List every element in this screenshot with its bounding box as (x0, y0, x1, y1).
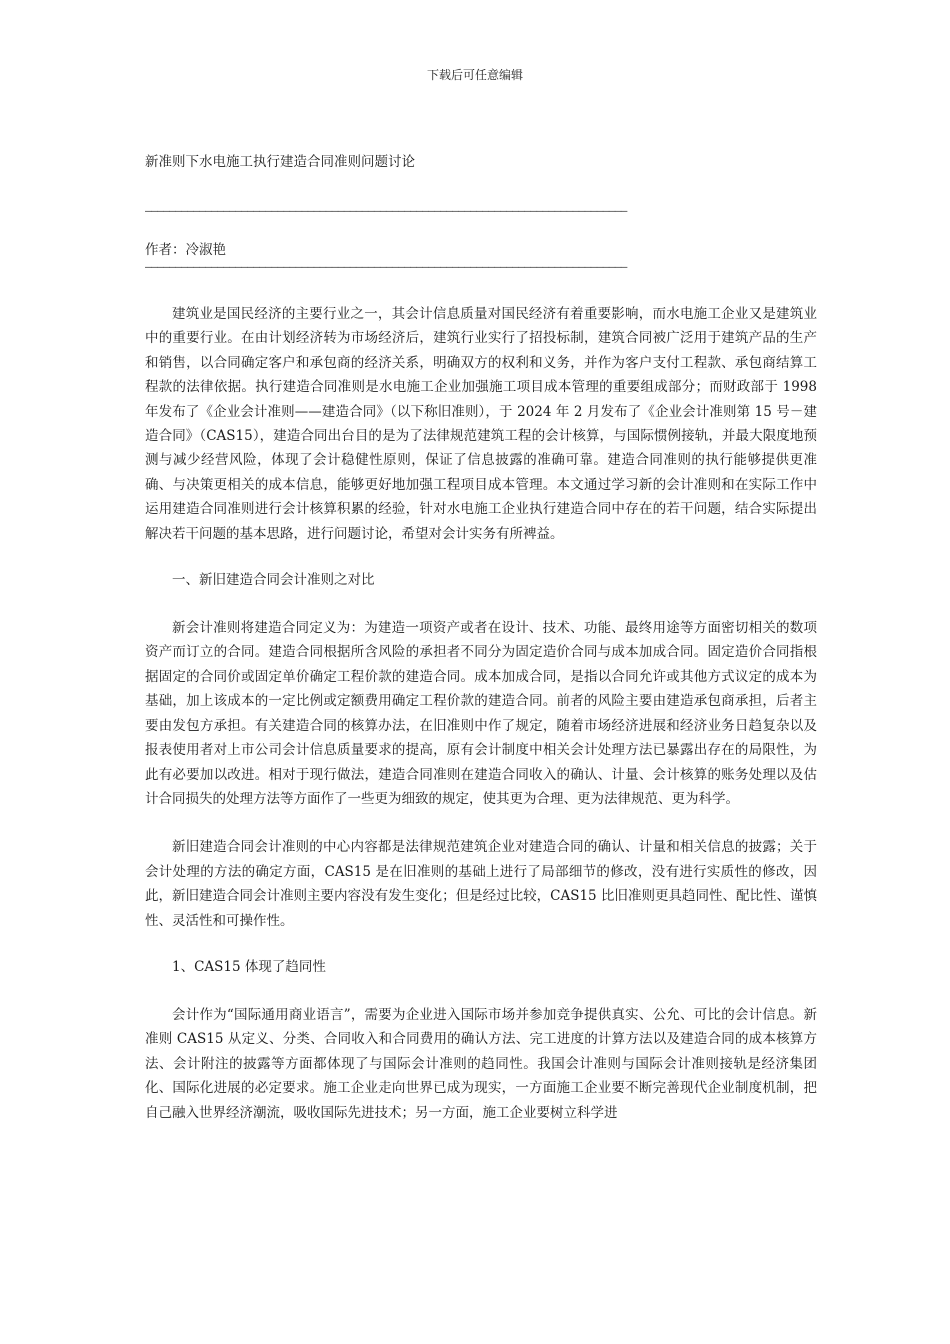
separator-line: ———————————————————————————————————————————————————————————————————————————————— (145, 260, 627, 273)
spacer (145, 977, 817, 1003)
spacer (145, 274, 817, 302)
spacer (145, 933, 817, 957)
paragraph-comparison: 新旧建造合同会计准则的中心内容都是法律规范建筑企业对建造合同的确认、计量和相关信息的披露；关于会计处理的方法的确定方面，CAS15 是在旧准则的基础上进行了局部细节的修改，没有进行实质性的修改，因此，新旧建造合同会计准则主要内容没有发生变化；但是经过比较，CAS15 比旧准则更具趋同性、配比性、谨慎性、灵活性和可操作性。 (145, 839, 817, 929)
document-body (145, 150, 817, 1125)
author-line: 作者：冷淑艳 (145, 242, 226, 258)
spacer (145, 811, 817, 835)
separator-line: ———————————————————————————————————————————————————————————————————————————————— (145, 204, 627, 217)
spacer (145, 174, 817, 204)
spacer (145, 590, 817, 616)
section-heading-2: 1、CAS15 体现了趋同性 (172, 958, 326, 975)
header-note: 下载后可任意编辑 (426, 68, 523, 82)
page-title: 新准则下水电施工执行建造合同准则问题讨论 (145, 154, 415, 170)
paragraph-convergence: 会计作为“国际通用商业语言”，需要为企业进入国际市场并参加竞争提供真实、公允、可比的会计信息。新准则 CAS15 从定义、分类、合同收入和合同费用的确认方法、完工进度的计算方法以及建造合同的成本核算方法、会计附注的披露等方面都体现了与国际会计准则的趋同性。我国会计准则与国际会计准则接轨是经济集团化、国际化进展的必定要求。施工企业走向世界已成为现实，一方面施工企业要不断完善现代企业制度机制，把自己融入世界经济潮流，吸收国际先进技术；另一方面，施工企业要树立科学进 (145, 1006, 817, 1121)
paragraph-definition: 新会计准则将建造合同定义为：为建造一项资产或者在设计、技术、功能、最终用途等方面密切相关的数项资产而订立的合同。建造合同根据所含风险的承担者不同分为固定造价合同与成本加成合同。固定造价合同指根据固定的合同价或固定单价确定工程价款的建造合同。成本加成合同，是指以合同允许或其他方式议定的成本为基础，加上该成本的一定比例或定额费用确定工程价款的建造合同。前者的风险主要由建造承包商承担，后者主要由发包方承担。有关建造合同的核算办法，在旧准则中作了规定，随着市场经济进展和经济业务日趋复杂以及报表使用者对上市公司会计信息质量要求的提高，原有会计制度中相关会计处理方法已暴露出存在的局限性，为此有必要加以改进。相对于现行做法，建造合同准则在建造合同收入的确认、计量、会计核算的账务处理以及估计合同损失的处理方法等方面作了一些更为细致的规定，使其更为合理、更为法律规范、更为科学。 (145, 620, 817, 807)
spacer (145, 218, 817, 240)
section-heading-1: 一、新旧建造合同会计准则之对比 (172, 572, 375, 589)
spacer (145, 546, 817, 570)
paragraph-intro: 建筑业是国民经济的主要行业之一，其会计信息质量对国民经济有着重要影响，而水电施工企业又是建筑业中的重要行业。在由计划经济转为市场经济后，建筑行业实行了招投标制，建筑合同被广泛用于建筑产品的生产和销售，以合同确定客户和承包商的经济关系，明确双方的权利和义务，并作为客户支付工程款、承包商结算工程款的法律依据。执行建造合同准则是水电施工企业加强施工项目成本管理的重要组成部分；而财政部于 1998 年发布了《企业会计准则——建造合同》（以下称旧准则），于 2024 年 2 月发布了《企业会计准则第 15 号－建造合同》（CAS15），建造合同出台目的是为了法律规范建筑工程的会计核算，与国际惯例接轨，并最大限度地预测与减少经营风险，体现了会计稳健性原则，保证了信息披露的准确可靠。建造合同准则的执行能够提供更准确、与决策更相关的成本信息，能够更好地加强工程项目成本管理。本文通过学习新的会计准则和在实际工作中运用建造合同准则进行会计核算积累的经验，针对水电施工企业执行建造合同中存在的若干问题，结合实际提出解决若干问题的基本思路，进行问题讨论，希望对会计实务有所裨益。 (145, 306, 817, 542)
